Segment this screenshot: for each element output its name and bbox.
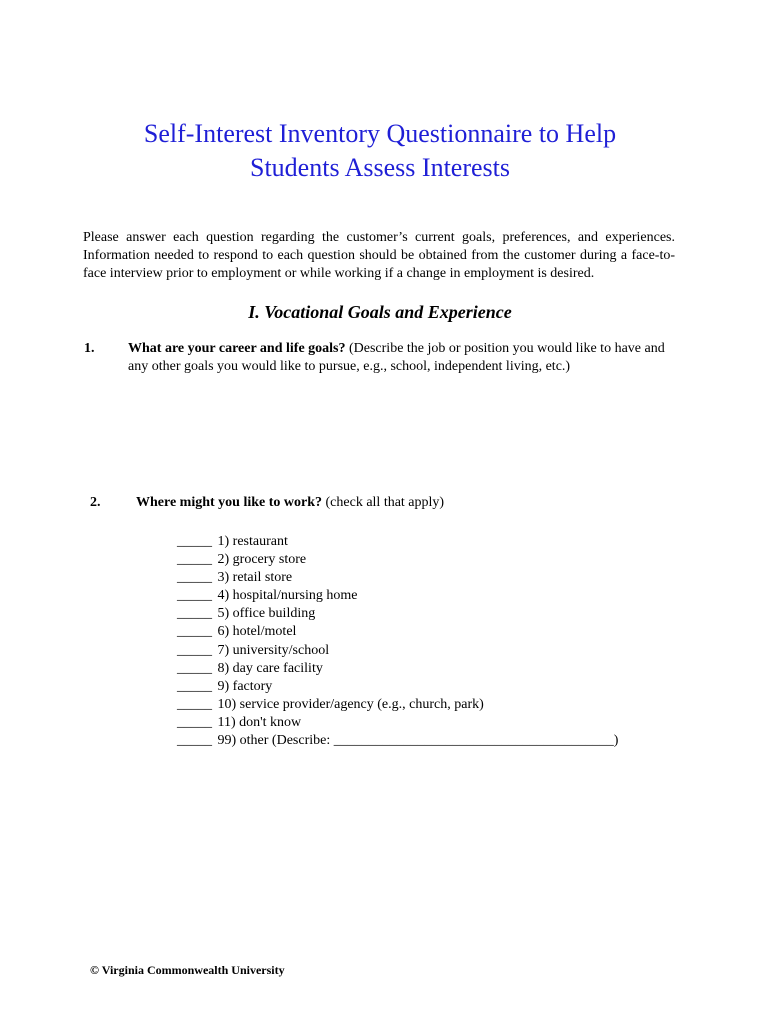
work-option — [177, 605, 677, 623]
option-label: 99) other (Describe: ________________________________________) — [217, 733, 619, 749]
option-label: 5) office building — [217, 606, 316, 622]
work-option — [177, 587, 677, 605]
option-blank[interactable]: _____ — [177, 642, 212, 658]
section-heading: I. Vocational Goals and Experience — [248, 302, 512, 322]
option-blank[interactable]: _____ — [177, 588, 212, 604]
work-option — [177, 696, 677, 714]
question-1-number: 1. — [84, 341, 95, 356]
work-options-list — [177, 533, 677, 750]
title-line-1: Self-Interest Inventory Questionnaire to Help — [143, 119, 617, 148]
option-blank[interactable]: _____ — [177, 606, 212, 622]
question-2-bold: Where might you like to work? — [136, 495, 323, 510]
work-option — [177, 678, 677, 696]
page-title — [60, 117, 700, 185]
option-label: 2) grocery store — [217, 552, 307, 568]
intro-paragraph: Please answer each question regarding the customer’s current goals, preferences, and experiences. Information needed to respond to each question should be obtained from the customer during a face-to-face interview prior to employment or while working if a change in employment is desired. — [83, 230, 675, 281]
work-option — [177, 551, 677, 569]
work-option — [177, 642, 677, 660]
work-option — [177, 623, 677, 641]
option-blank[interactable]: _____ — [177, 552, 212, 568]
option-label: 10) service provider/agency (e.g., church, park) — [217, 696, 484, 712]
question-2-number: 2. — [90, 495, 101, 510]
option-blank[interactable]: _____ — [177, 678, 212, 694]
option-blank[interactable]: _____ — [177, 570, 212, 586]
question-1-rest: (Describe the job or position you would like to have and any other goals you would like to pursue, e.g., school, independent living, etc.) — [128, 341, 665, 374]
work-option — [177, 533, 677, 551]
work-option — [177, 714, 677, 732]
option-blank[interactable]: _____ — [177, 696, 212, 712]
option-label: 6) hotel/motel — [217, 624, 297, 640]
option-blank[interactable]: _____ — [177, 624, 212, 640]
option-label: 3) retail store — [217, 570, 293, 586]
option-blank[interactable]: _____ — [177, 733, 212, 749]
question-2-prompt — [136, 494, 444, 512]
option-label: 8) day care facility — [217, 660, 323, 676]
option-label: 1) restaurant — [217, 534, 288, 549]
option-label: 7) university/school — [217, 642, 330, 658]
work-option — [177, 732, 677, 750]
option-label: 9) factory — [217, 678, 273, 694]
option-label: 4) hospital/nursing home — [217, 588, 358, 604]
work-option — [177, 660, 677, 678]
question-1-prompt — [128, 340, 678, 376]
copyright-footer: © Virginia Commonwealth University — [90, 963, 285, 977]
question-2-rest: (check all that apply) — [322, 495, 445, 510]
option-blank[interactable]: _____ — [177, 534, 212, 549]
option-blank[interactable]: _____ — [177, 660, 212, 676]
question-1-bold: What are your career and life goals? — [128, 341, 346, 356]
title-line-2: Students Assess Interests — [250, 153, 510, 182]
option-label: 11) don't know — [217, 714, 302, 730]
option-blank[interactable]: _____ — [177, 714, 212, 730]
work-option — [177, 569, 677, 587]
